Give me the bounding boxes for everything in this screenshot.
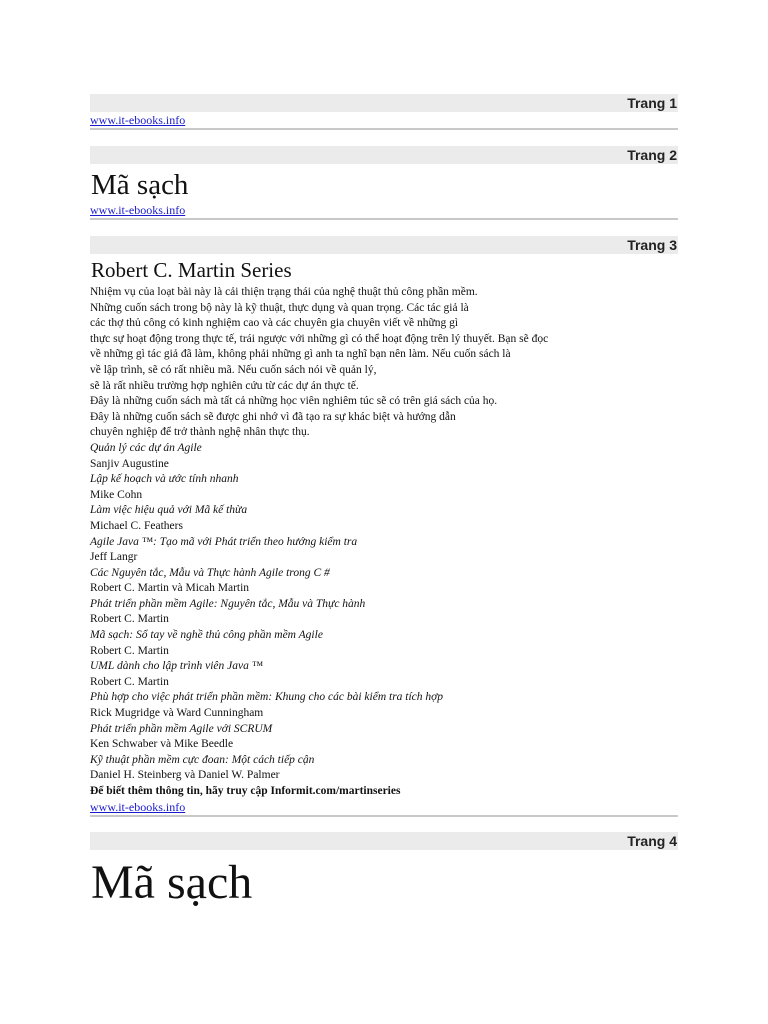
book-title-entry: Các Nguyên tắc, Mẫu và Thực hành Agile trong C # xyxy=(90,566,330,579)
intro-line: Những cuốn sách trong bộ này là kỹ thuật, thực dụng và quan trọng. Các tác giả là xyxy=(90,301,469,314)
book-title-entry: Lập kế hoạch và ước tính nhanh xyxy=(90,473,239,486)
book-author: Robert C. Martin xyxy=(90,613,169,626)
page-number: Trang 3 xyxy=(627,237,677,253)
series-text xyxy=(90,285,650,800)
book-title-entry: Phát triển phần mềm Agile: Nguyên tắc, Mẫu và Thực hành xyxy=(90,597,366,610)
book-title-entry: Làm việc hiệu quả với Mã kế thừa xyxy=(90,504,248,517)
book-title-entry: Phát triển phần mềm Agile với SCRUM xyxy=(90,722,273,735)
intro-line: thực sự hoạt động trong thực tế, trái ngược với những gì có thể hoạt động trên lý thuyết. Bạn sẽ đọc xyxy=(90,332,549,345)
book-author: Rick Mugridge và Ward Cunningham xyxy=(90,707,264,720)
book-author: Robert C. Martin và Micah Martin xyxy=(90,582,250,595)
intro-line: Nhiệm vụ của loạt bài này là cải thiện trạng thái của nghệ thuật thủ công phần mềm. xyxy=(90,286,478,298)
book-author: Ken Schwaber và Mike Beedle xyxy=(90,738,234,751)
intro-line: sẽ là rất nhiều trường hợp nghiên cứu từ các dự án thực tế. xyxy=(90,379,359,392)
book-author: Michael C. Feathers xyxy=(90,519,183,532)
intro-line: chuyên nghiệp để trở thành nghệ nhân thực thụ. xyxy=(90,426,310,439)
book-title-entry: Quản lý các dự án Agile xyxy=(90,441,202,454)
book-title-entry: UML dành cho lập trình viên Java ™ xyxy=(90,660,263,673)
book-author: Robert C. Martin xyxy=(90,675,169,688)
book-author: Mike Cohn xyxy=(90,488,143,501)
it-ebooks-link[interactable]: www.it-ebooks.info xyxy=(90,800,186,814)
page-header-2 xyxy=(90,146,678,164)
intro-line: về lập trình, sẽ có rất nhiều mã. Nếu cuốn sách nói về quản lý, xyxy=(90,363,377,376)
page-header-1 xyxy=(90,94,678,112)
intro-line: các thợ thủ công có kinh nghiệm cao và các chuyên gia chuyên viết về những gì xyxy=(90,317,459,330)
book-author: Robert C. Martin xyxy=(90,644,169,657)
page-number: Trang 1 xyxy=(627,95,677,111)
page-number: Trang 4 xyxy=(627,833,677,849)
page-number: Trang 2 xyxy=(627,147,677,163)
page-divider xyxy=(90,218,678,220)
series-title: Robert C. Martin Series xyxy=(91,258,292,282)
page-header-4 xyxy=(90,832,678,850)
more-info-text: Để biết thêm thông tin, hãy truy cập Informit.com/martinseries xyxy=(90,785,401,797)
book-author: Sanjiv Augustine xyxy=(90,457,169,470)
page-divider xyxy=(90,128,678,130)
book-title-entry: Phù hợp cho việc phát triển phần mềm: Khung cho các bài kiểm tra tích hợp xyxy=(90,691,444,704)
page-divider xyxy=(90,815,678,817)
intro-line: về những gì tác giả đã làm, không phải những gì anh ta nghĩ bạn nên làm. Nếu cuốn sách là xyxy=(90,348,511,361)
book-author: Daniel H. Steinberg và Daniel W. Palmer xyxy=(90,769,280,782)
it-ebooks-link[interactable]: www.it-ebooks.info xyxy=(90,113,186,127)
it-ebooks-link[interactable]: www.it-ebooks.info xyxy=(90,203,186,217)
page-header-3 xyxy=(90,236,678,254)
book-author: Jeff Langr xyxy=(90,551,138,564)
book-title-large: Mã sạch xyxy=(91,856,253,909)
book-title-entry: Mã sạch: Sổ tay về nghề thủ công phần mềm Agile xyxy=(90,629,323,642)
book-title-entry: Agile Java ™: Tạo mã với Phát triển theo hướng kiểm tra xyxy=(90,535,358,548)
book-title: Mã sạch xyxy=(91,169,189,201)
intro-line: Đây là những cuốn sách sẽ được ghi nhớ vì đã tạo ra sự khác biệt và hướng dẫn xyxy=(90,410,456,423)
book-title-entry: Kỹ thuật phần mềm cực đoan: Một cách tiếp cận xyxy=(90,753,315,766)
intro-line: Đây là những cuốn sách mà tất cả những học viên nghiêm túc sẽ có trên giá sách của họ. xyxy=(90,395,498,408)
